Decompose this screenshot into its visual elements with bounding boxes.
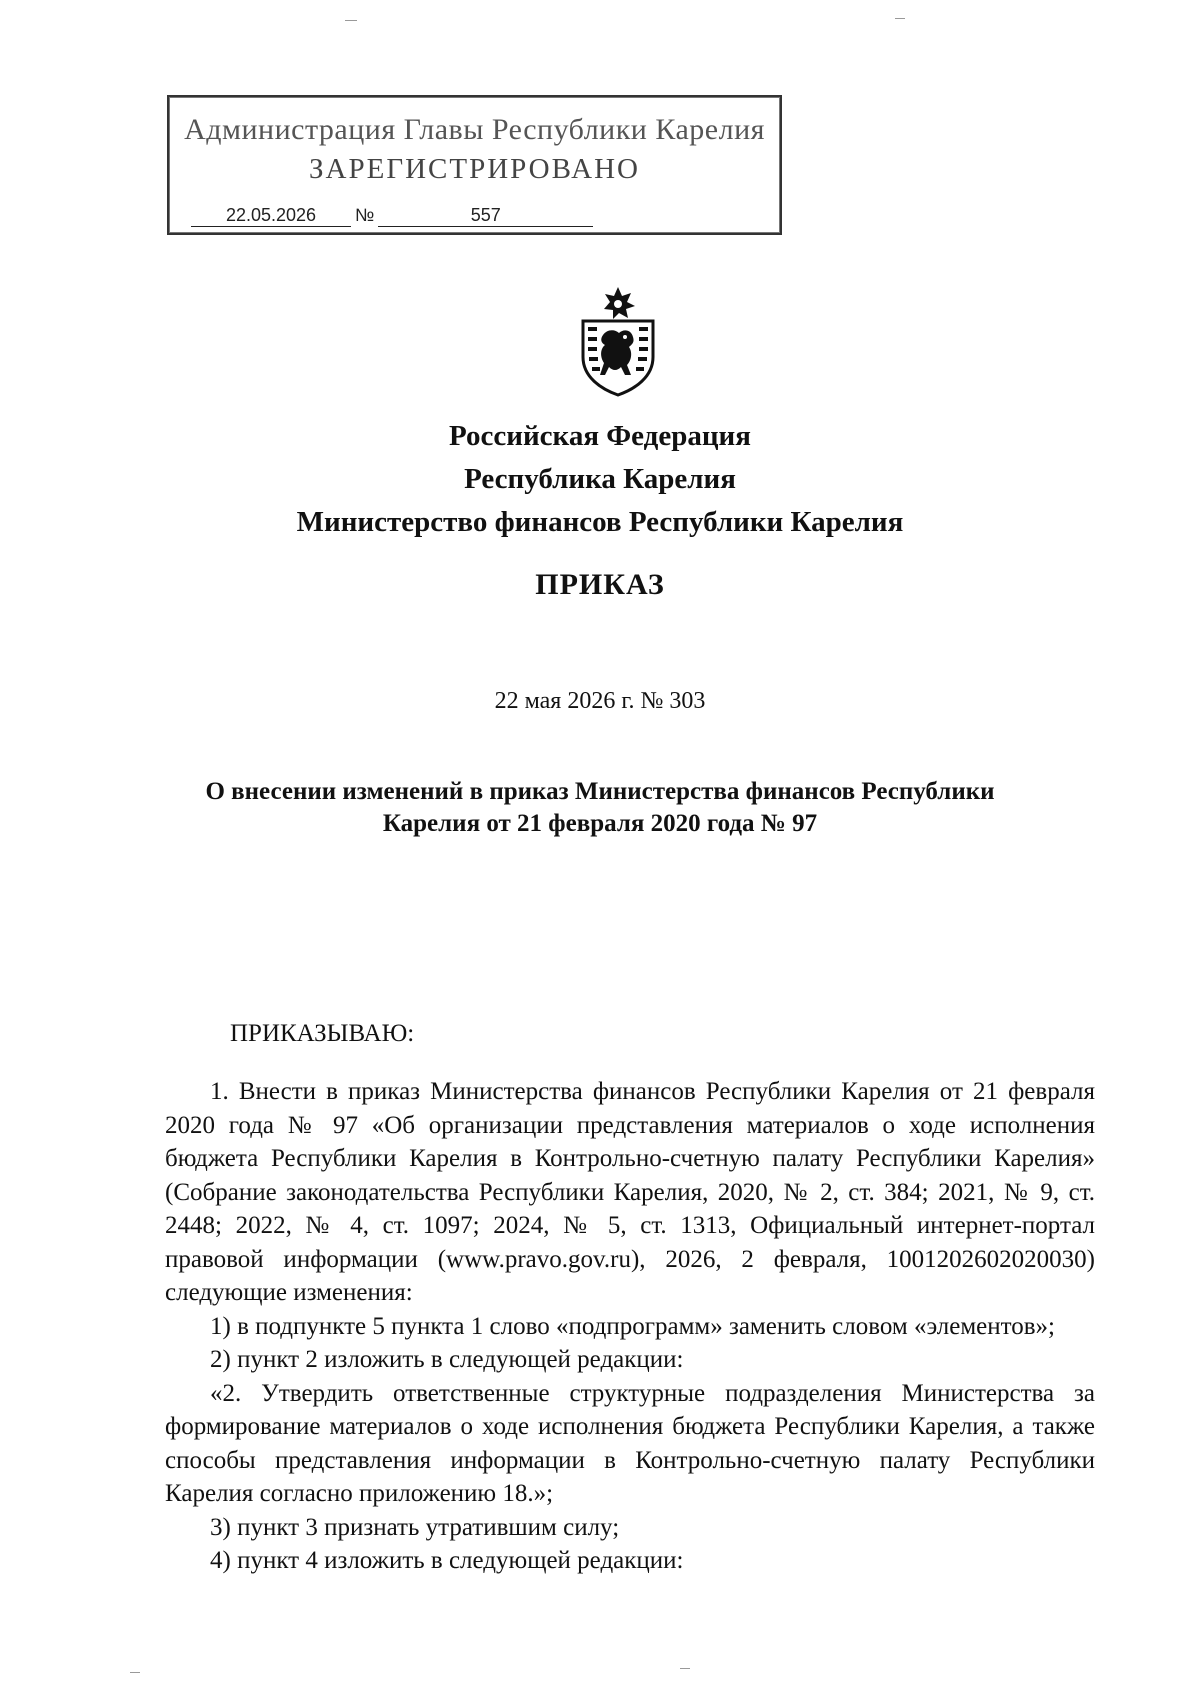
karelia-coat-of-arms-icon: [573, 285, 663, 397]
scan-mark: [680, 1668, 690, 1669]
paragraph: «2. Утвердить ответственные структурные подразделения Министерства за формирование материалов о ходе исполнения бюджета Республики Карелия, а также способы представления информации в Контрольно-счетную палату Республики Карелия согласно приложению 18.»;: [165, 1379, 1095, 1507]
scan-mark: [345, 20, 357, 21]
header-ministry: Министерство финансов Республики Карелия: [296, 506, 904, 538]
stamp-number-sign: №: [355, 205, 375, 225]
document-type: ПРИКАЗ: [535, 568, 665, 601]
document-date-number: 22 мая 2026 г. № 303: [494, 688, 706, 714]
paragraph: 1) в подпункте 5 пункта 1 слово «подпрограмм» заменить словом «элементов»;: [210, 1312, 1055, 1340]
paragraph: 3) пункт 3 признать утратившим силу;: [210, 1513, 620, 1541]
order-word: ПРИКАЗЫВАЮ:: [230, 1020, 415, 1047]
header-country: Российская Федерация: [449, 420, 751, 452]
registration-stamp: [167, 95, 782, 235]
scan-mark: [130, 1672, 140, 1673]
stamp-registration-line: [191, 205, 593, 227]
stamp-number: 557: [378, 205, 593, 227]
header-republic: Республика Карелия: [464, 463, 736, 495]
document-title: [0, 776, 1200, 840]
stamp-authority: Администрация Главы Республики Карелия: [184, 113, 765, 146]
scan-mark: [895, 18, 905, 19]
document-body: [165, 1075, 1095, 1578]
stamp-registered: ЗАРЕГИСТРИРОВАНО: [309, 153, 640, 185]
paragraph: 1. Внести в приказ Министерства финансов Республики Карелия от 21 февраля 2020 года № 97 «Об организации представления материалов о ходе исполнения бюджета Республики Карелия в Контрольно-счетную палату Республики Карелия» (Собрание законодательства Республики Карелия, 2020, № 2, ст. 384; 2021, № 9, ст. 2448; 2022, № 4, ст. 1097; 2024, № 5, ст. 1313, Официальный интернет-портал правовой информации (www.pravo.gov.ru), 2026, 2 февраля, 1001202602020030) следующие изменения:: [165, 1078, 1095, 1306]
document-title-line-2: Карелия от 21 февраля 2020 года № 97: [382, 810, 818, 837]
paragraph: 4) пункт 4 изложить в следующей редакции:: [210, 1547, 684, 1574]
stamp-date: 22.05.2026: [191, 205, 351, 227]
paragraph: 2) пункт 2 изложить в следующей редакции:: [210, 1346, 684, 1373]
document-title-line-1: О внесении изменений в приказ Министерства финансов Республики: [205, 778, 995, 805]
